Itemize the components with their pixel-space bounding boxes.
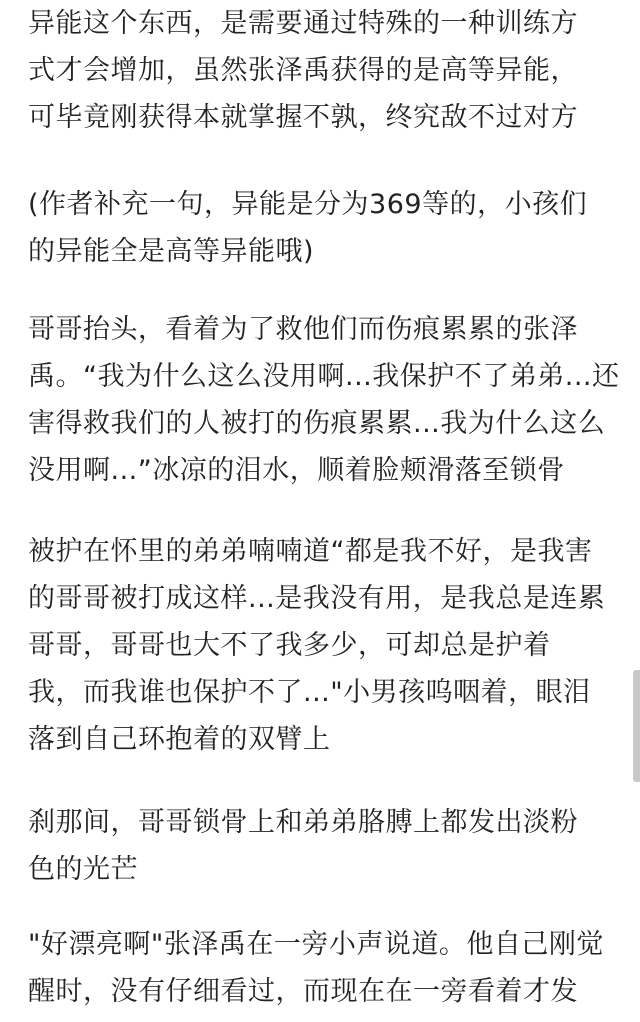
text-line: 被护在怀里的弟弟喃喃道“都是我不好，是我害 bbox=[28, 536, 593, 567]
text-line: 可毕竟刚获得本就掌握不孰，终究敌不过对方 bbox=[28, 102, 578, 133]
paragraph bbox=[28, 181, 587, 275]
text-line: 落到自己环抱着的双臂上 bbox=[28, 724, 331, 755]
text-line: 哥哥抬头，看着为了救他们而伤痕累累的张泽 bbox=[28, 314, 578, 345]
text-line: 的哥哥被打成这样...是我没有用，是我总是连累 bbox=[28, 583, 606, 614]
paragraph bbox=[28, 306, 619, 494]
text-line: "好漂亮啊"张泽禹在一旁小声说道。他自己刚觉 bbox=[28, 929, 604, 960]
text-line: 异能这个东西，是需要通过特殊的一种训练方 bbox=[28, 8, 578, 39]
text-line: 我，而我谁也保护不了..."小男孩呜咽着，眼泪 bbox=[28, 677, 591, 708]
text-line: 醒时，没有仔细看过，而现在在一旁看着才发 bbox=[28, 976, 578, 1007]
text-line: 害得救我们的人被打的伤痕累累...我为什么这么 bbox=[28, 408, 606, 439]
scrollbar-thumb[interactable] bbox=[633, 670, 640, 782]
text-line: 没用啊...”冰凉的泪水，顺着脸颊滑落至锁骨 bbox=[28, 455, 565, 486]
text-line: (作者补充一句，异能是分为369等的，小孩们 bbox=[28, 189, 588, 220]
text-line: 哥哥，哥哥也大不了我多少，可却总是护着 bbox=[28, 630, 551, 661]
text-line: 的异能全是高等异能哦) bbox=[28, 236, 315, 267]
text-line: 式才会增加，虽然张泽禹获得的是高等异能， bbox=[28, 55, 578, 86]
paragraph bbox=[28, 0, 578, 141]
text-line: 刹那间，哥哥锁骨上和弟弟胳膊上都发出淡粉 bbox=[28, 807, 578, 838]
text-line: 禹。“我为什么这么没用啊...我保护不了弟弟...还 bbox=[28, 361, 620, 392]
text-line: 色的光芒 bbox=[28, 854, 138, 885]
paragraph bbox=[28, 921, 604, 1015]
paragraph bbox=[28, 528, 605, 763]
paragraph bbox=[28, 799, 578, 893]
